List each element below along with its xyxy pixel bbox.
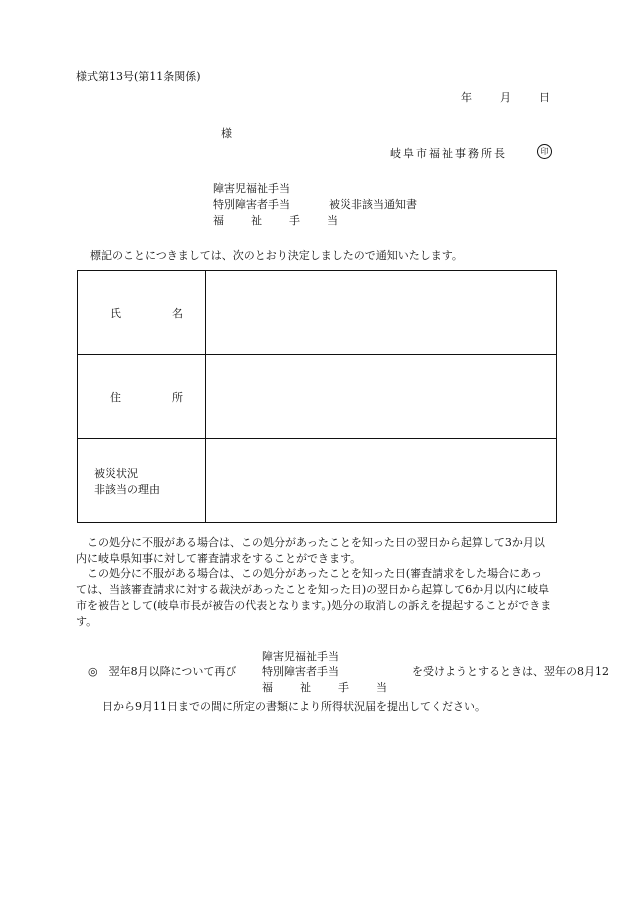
date-month: 月 <box>500 91 511 104</box>
reason-label: 被災状況 非該当の理由 <box>78 439 206 523</box>
issuer-name: 岐阜市福祉事務所長 <box>390 147 507 160</box>
appeal-notice-1: この処分に不服がある場合は、この処分があったことを知った日の翌日から起算して3か月以内に岐阜県知事に対して審査請求をすることができます。 <box>76 536 545 565</box>
info-table <box>77 270 557 523</box>
table-row <box>78 439 557 523</box>
name-value <box>206 271 557 355</box>
footnote-tail: を受けようとするときは、翌年の8月12 <box>412 665 609 678</box>
table-row <box>78 355 557 439</box>
address-value <box>206 355 557 439</box>
date-day: 日 <box>539 91 550 104</box>
form-number: 様式第13号(第11条関係) <box>76 70 201 83</box>
appeal-notice-2: この処分に不服がある場合は、この処分があったことを知った日(審査請求をした場合にあっては、当該審査請求に対する裁決があったことを知った日)の翌日から起算して6か月以内に岐阜市を被告として(岐阜市長が被告の代表となります。)処分の取消しの訴えを提起することができます。 <box>76 567 552 628</box>
table-row <box>78 271 557 355</box>
footnote-line-2: 日から9月11日までの間に所定の書類により所得状況届を提出してください。 <box>102 700 486 713</box>
reason-value <box>206 439 557 523</box>
intro-text: 標記のことにつきましては、次のとおり決定しましたので通知いたします。 <box>90 249 463 262</box>
footnote-allowance-2: 特別障害者手当 <box>262 665 339 678</box>
seal-mark: 印 <box>537 144 552 159</box>
footnote-allowance-3: 福 祉 手 当 <box>262 681 395 694</box>
document-title: 被災非該当通知書 <box>329 198 417 211</box>
footnote-lead: ◎ 翌年8月以降について再び <box>88 665 237 678</box>
date-line <box>461 89 550 105</box>
allowance-type-3: 福 祉 手 当 <box>213 214 346 227</box>
date-year: 年 <box>461 91 472 104</box>
name-label: 氏 名 <box>78 271 206 355</box>
footnote-allowance-1: 障害児福祉手当 <box>262 650 339 663</box>
recipient-honorific: 様 <box>221 127 232 140</box>
allowance-type-1: 障害児福祉手当 <box>213 182 290 195</box>
allowance-type-2: 特別障害者手当 <box>213 198 290 211</box>
address-label: 住 所 <box>78 355 206 439</box>
